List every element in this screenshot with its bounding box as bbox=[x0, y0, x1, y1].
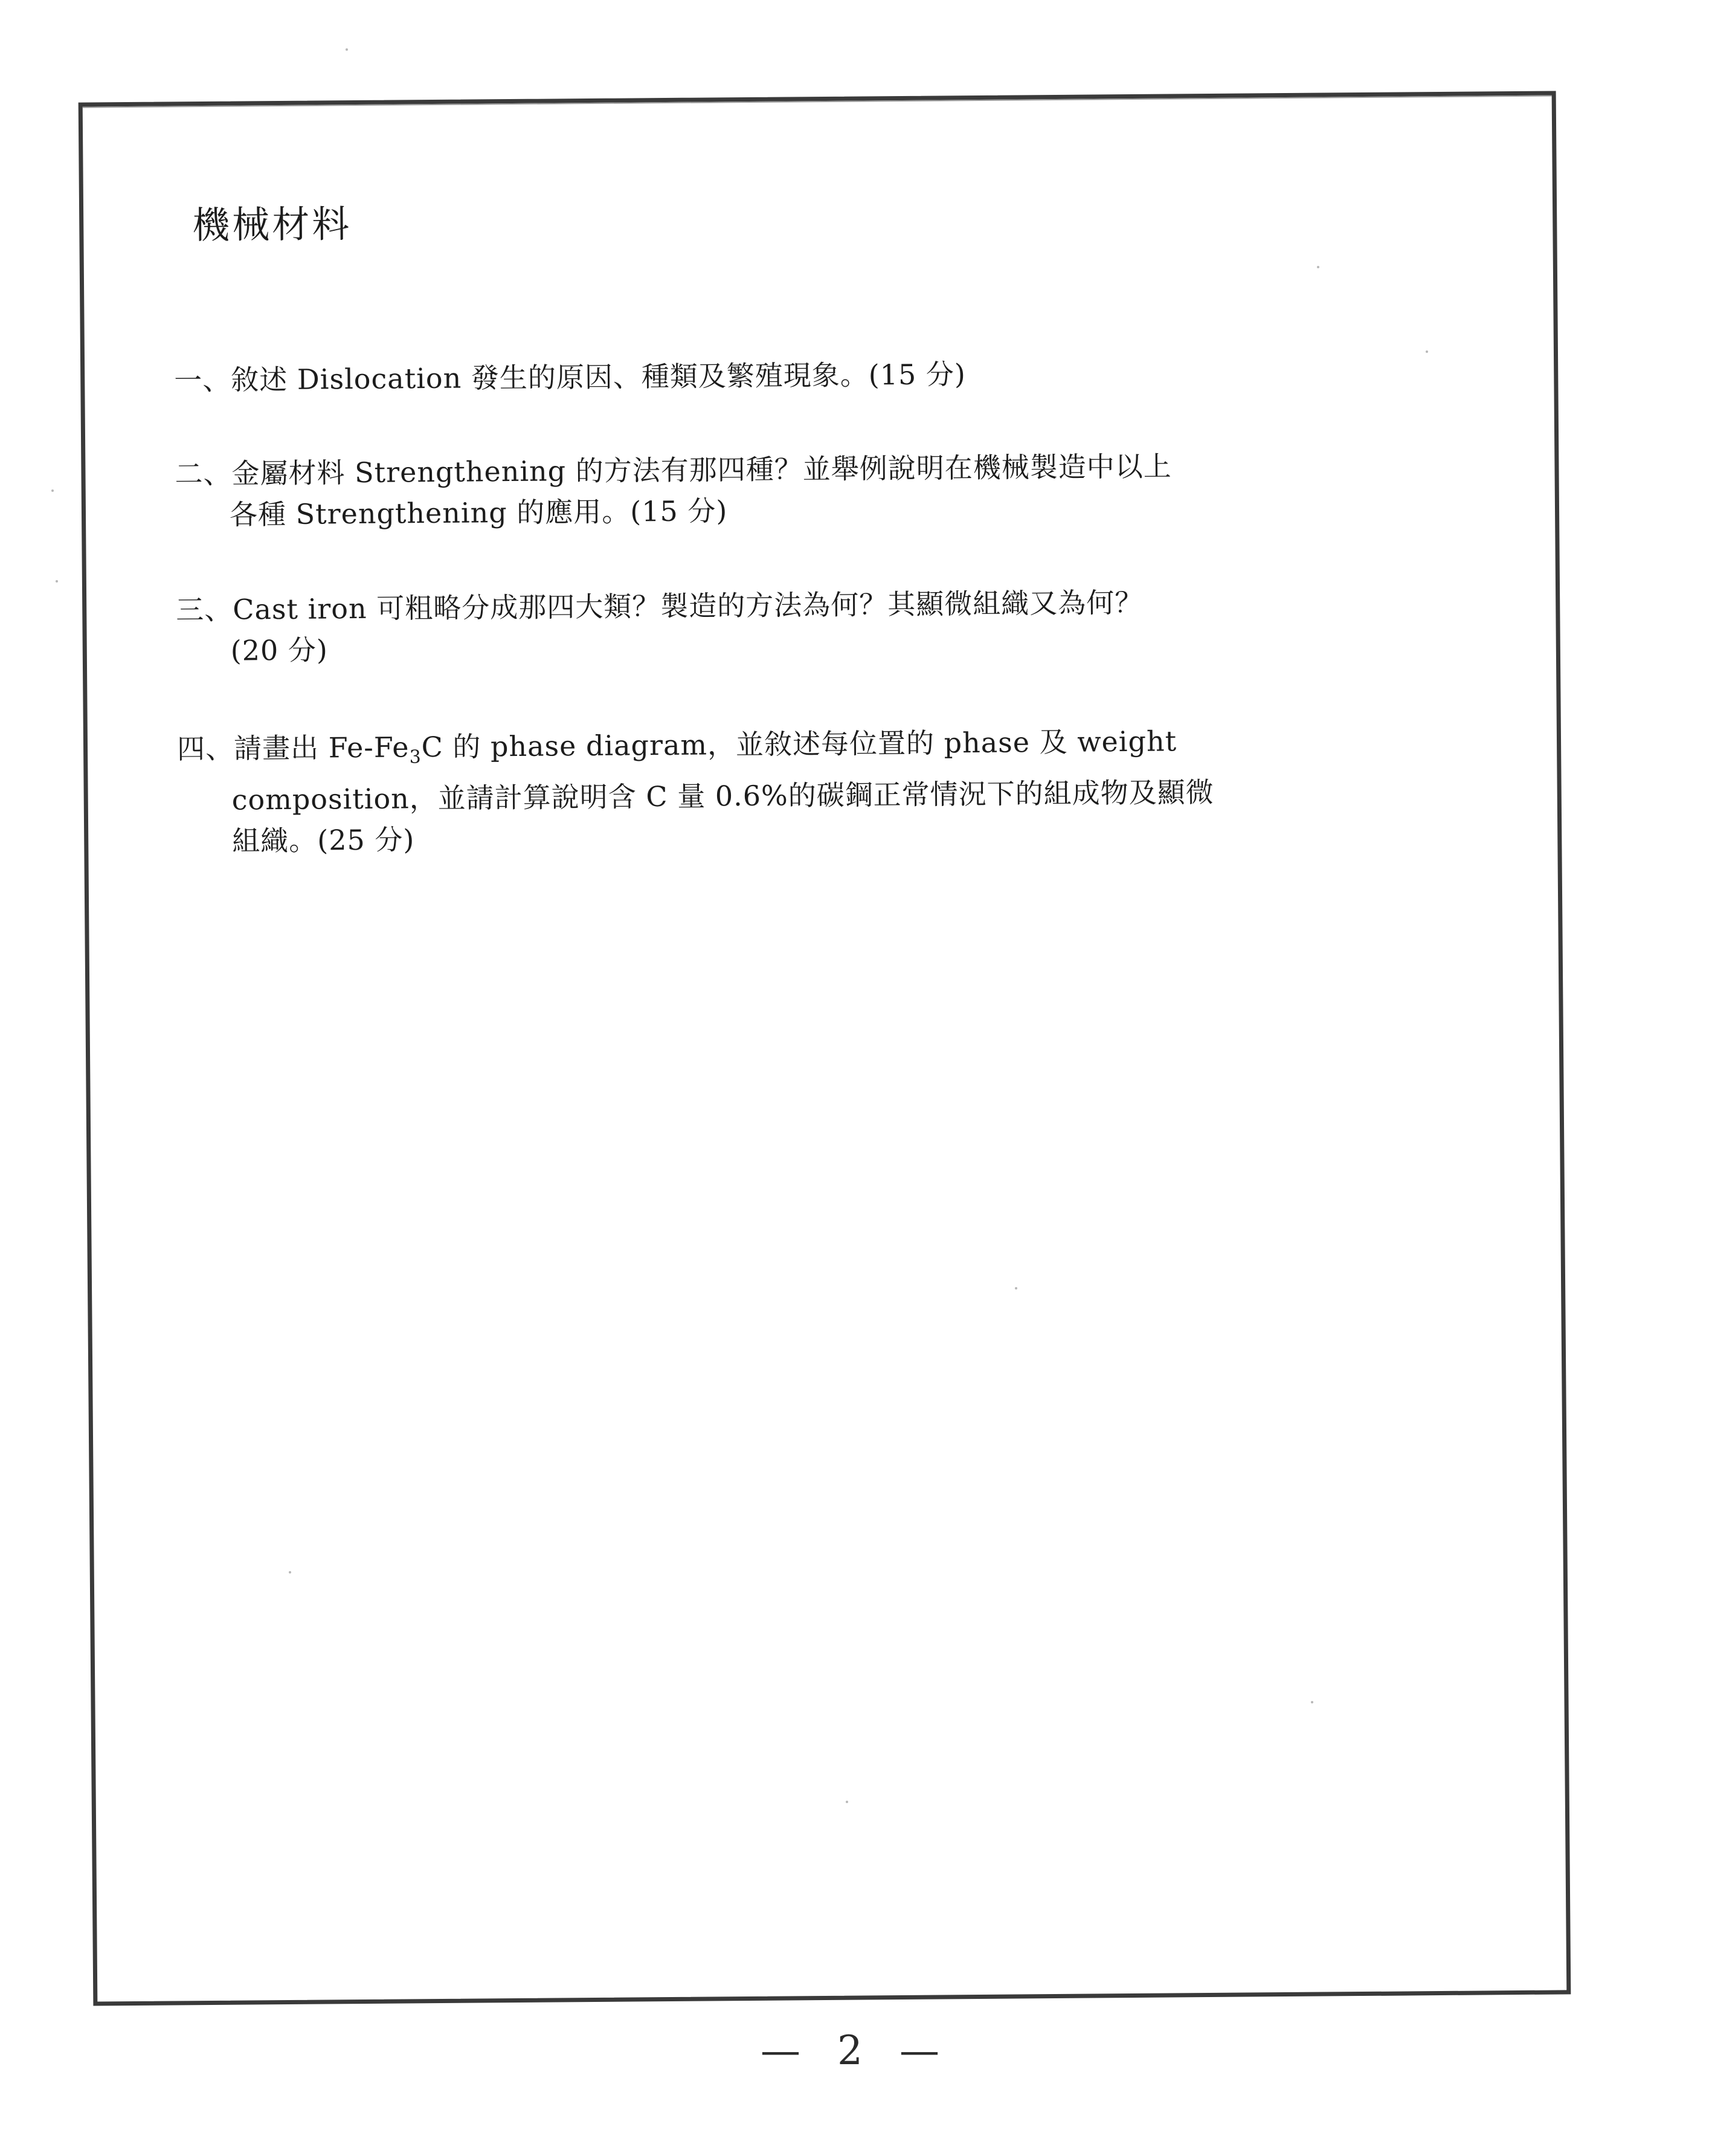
scan-speck bbox=[346, 48, 348, 51]
question-1-line-1 bbox=[174, 351, 1322, 401]
question-3-line-2: (20 分) bbox=[230, 633, 329, 667]
question-4-text-1b: C 的 phase diagram，並敘述每位置的 phase 及 weight bbox=[421, 725, 1177, 764]
scan-speck bbox=[1015, 1287, 1017, 1289]
question-4-text-1a: 請畫出 Fe-Fe bbox=[233, 731, 410, 765]
question-1 bbox=[174, 351, 1322, 401]
scan-speck bbox=[289, 1571, 291, 1573]
scan-speck bbox=[1426, 350, 1428, 353]
question-2 bbox=[175, 444, 1323, 535]
question-4-line-2: composition，並請計算說明含 C 量 0.6%的碳鋼正常情況下的組成物及顯微 bbox=[231, 776, 1214, 816]
question-4-line-1 bbox=[177, 719, 1325, 779]
question-4 bbox=[177, 719, 1326, 862]
question-2-text-1: 金屬材料 Strengthening 的方法有那四種？並舉例說明在機械製造中以上 bbox=[231, 450, 1172, 490]
exam-content bbox=[83, 95, 1567, 2001]
question-3 bbox=[176, 580, 1324, 671]
question-4-number: 四、 bbox=[176, 732, 234, 766]
page-border-frame bbox=[79, 91, 1571, 2006]
scan-speck bbox=[846, 1801, 848, 1803]
scan-speck bbox=[1311, 1701, 1313, 1703]
question-1-text: 敘述 Dislocation 發生的原因、種類及繁殖現象。(15 分) bbox=[231, 358, 967, 396]
question-4-subscript: 3 bbox=[409, 746, 422, 768]
scan-speck bbox=[56, 580, 58, 583]
page-number: — 2 — bbox=[761, 2027, 951, 2074]
scan-speck bbox=[51, 489, 54, 492]
question-2-line-2: 各種 Strengthening 的應用。(15 分) bbox=[229, 494, 728, 531]
subject-title: 機械材料 bbox=[191, 202, 352, 248]
scan-speck bbox=[1317, 266, 1319, 268]
question-1-number: 一、 bbox=[174, 363, 231, 397]
question-3-number: 三、 bbox=[176, 593, 233, 627]
question-2-number: 二、 bbox=[175, 457, 232, 491]
question-4-line-3: 組織。(25 分) bbox=[232, 823, 415, 857]
question-3-text-1: Cast iron 可粗略分成那四大類？製造的方法為何？其顯微組織又為何？ bbox=[233, 586, 1144, 626]
